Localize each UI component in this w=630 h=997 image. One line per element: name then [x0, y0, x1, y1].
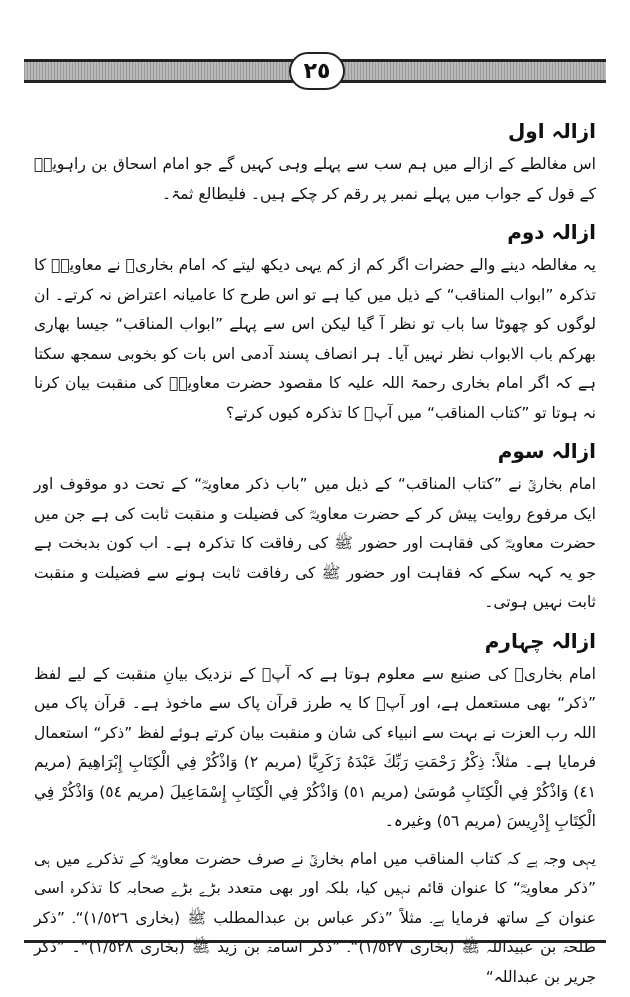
page-header: [24, 50, 606, 92]
section-heading: ازالہ دوم: [507, 220, 596, 244]
section-paragraph: اس مغالطے کے ازالے میں ہم سب سے پہلے وہی کہیں گے جو امام اسحاق بن راہویہؒ کے قول کے جواب میں پہلے نمبر پر رقم کر چکے ہیں۔ فلیطالع ثمۃ۔: [34, 155, 596, 203]
footer-rule: [24, 940, 606, 943]
section-paragraph: امام بخاریؒ کی صنیع سے معلوم ہوتا ہے کہ آپؒ کے نزدیک بیانِ منقبت کے لیے لفظ ”ذکر“ بھی مستعمل ہے، اور آپؒ کا یہ طرز قرآن پاک سے ماخوذ ہے۔ قرآن پاک میں اللہ رب العزت نے بہت سے انبیاء کی شان و منقبت بیان کرتے ہوئے لفظ ”ذکر“ استعمال فرمایا ہے۔ مثلاً: ذِكْرُ رَحْمَتِ رَبِّكَ عَبْدَهُ زَكَرِيَّا (مریم ٢) وَاذْكُرْ فِي الْكِتَابِ إِبْرَاهِيمَ (مریم ٤١) وَاذْكُرْ فِي الْكِتَابِ مُوسَىٰ (مریم ٥١) وَاذْكُرْ فِي الْكِتَابِ إِسْمَاعِيلَ (مریم ٥٤) وَاذْكُرْ فِي الْكِتَابِ إِدْرِيسَ (مریم ٥٦) وغیرہ۔: [34, 664, 596, 830]
section-paragraph: یہی وجہ ہے کہ کتاب المناقب میں امام بخاریؒ نے صرف حضرت معاویہؓ کے تذکرے میں ہی ”ذکر معاویہؓ“ کا عنوان قائم نہیں کیا، بلکہ اور بھی متعدد بڑے بڑے صحابہ کا تذکرہ اسی عنوان کے ساتھ فرمایا ہے۔ مثلاً ”ذکر عباس بن عبدالمطلب ﷺ (بخاری ١/٥٢٦)“۔ ”ذکر طلحۃ بن عبیداللہ ﷺ (بخاری ١/٥٢٧)“۔ ”ذکر اسامۃ بن زید ﷺ (بخاری ١/٥٢٨)“۔ ”ذکر جریر بن عبداللہ“: [34, 849, 597, 986]
page-number: ٢٥: [303, 58, 331, 84]
page-body: [34, 116, 596, 992]
page-number-badge: [289, 52, 345, 90]
section-paragraph: یہ مغالطہ دینے والے حضرات اگر کم از کم یہی دیکھ لیتے کہ امام بخاریؒ نے معاویہؓ کا تذکرہ ”ابواب المناقب“ کے ذیل میں کیا ہے تو اس طرح کا عامیانہ اعتراض نہ کرتے۔ ان لوگوں کو چھوٹا سا باب تو نظر آ گیا لیکن اس سے پہلے ”ابواب المناقب“ جیسا بھاری بھرکم باب الابواب نظر نہیں آیا۔ ہر انصاف پسند آدمی اس بات کو بخوبی سمجھ سکتا ہے کہ اگر امام بخاری رحمۃ اللہ علیہ کا مقصود حضرت معاویہؓ کی منقبت بیان کرنا نہ ہوتا تو ”کتاب المناقب“ میں آپؓ کا تذکرہ کیوں کرتے؟: [34, 256, 596, 422]
section-heading: ازالہ سوم: [497, 439, 596, 463]
section-heading: ازالہ اول: [507, 119, 596, 143]
section-paragraph: امام بخاریؒ نے ”کتاب المناقب“ کے ذیل میں ”باب ذکر معاویہؓ“ کے تحت دو موقوف اور ایک مرفوع روایت پیش کر کے حضرت معاویہؓ کی فضیلت و منقبت ثابت کی ہے جن میں حضرت معاویہؓ کی فقاہت اور حضور ﷺ کی رفاقت کا تذکرہ ہے۔ اب کون بدبخت ہے جو یہ کہہ سکے کہ فقاہت اور حضور ﷺ کی رفاقت ثابت ہونے سے فضیلت و منقبت ثابت نہیں ہوتی۔: [34, 475, 596, 611]
section-heading: ازالہ چہارم: [484, 628, 596, 653]
